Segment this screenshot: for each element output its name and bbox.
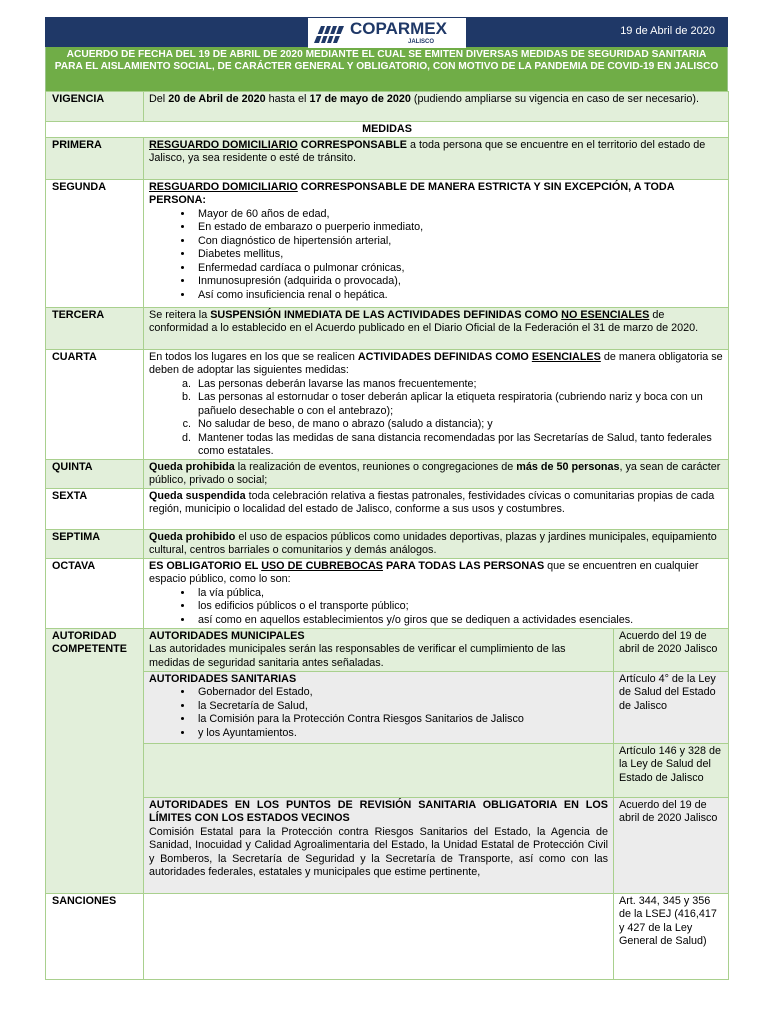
- coparmex-logo: [308, 18, 466, 48]
- list-item: • Mayor de 60 años de edad,: [194, 208, 723, 222]
- list-item: • la vía pública,: [194, 587, 723, 601]
- logo-subtext: JALISCO: [408, 39, 435, 45]
- list-item: • Así como insuficiencia renal o hepática.: [194, 289, 723, 303]
- municipales-text: AUTORIDADES MUNICIPALES Las autoridades municipales serán las responsables de verificar el cumplimiento de las medidas de seguridad sanitaria antes señaladas.: [144, 628, 614, 671]
- row-vigencia: [46, 92, 729, 122]
- label-sexta: SEXTA: [46, 488, 144, 529]
- list-item: • la Secretaría de Salud,: [194, 700, 608, 714]
- header-date: 19 de Abril de 2020: [620, 25, 715, 37]
- label-septima: SEPTIMA: [46, 529, 144, 558]
- row-octava: [46, 558, 729, 628]
- municipales-ref: Acuerdo del 19 de abril de 2020 Jalisco: [614, 628, 729, 671]
- revision-ref: Acuerdo del 19 de abril de 2020 Jalisco: [614, 797, 729, 893]
- blank-cell: [144, 743, 614, 797]
- label-tercera: TERCERA: [46, 307, 144, 349]
- row-autoridad-municipales: [46, 628, 729, 671]
- list-item: • Enfermedad cardíaca o pulmonar crónicas,: [194, 262, 723, 276]
- list-item: • así como en aquellos establecimientos y/o giros que se dediquen a actividades esenciales.: [194, 614, 723, 628]
- row-septima: [46, 529, 729, 558]
- primera-text: RESGUARDO DOMICILIARIO CORRESPONSABLE a toda persona que se encuentre en el territorio del estado de Jalisco, ya sea residente o esté de tránsito.: [144, 137, 729, 179]
- sanciones-ref: Art. 344, 345 y 356 de la LSEJ (416,417 y 427 de la Ley General de Salud): [614, 893, 729, 979]
- row-autoridad-blank: [46, 743, 729, 797]
- list-item: d. Mantener todas las medidas de sana distancia recomendadas por las Secretarías de Salud, tanto federales como estatales.: [194, 432, 723, 459]
- list-item: • y los Ayuntamientos.: [194, 727, 608, 741]
- list-item: • Gobernador del Estado,: [194, 686, 608, 700]
- sanitarias-list: [149, 686, 608, 740]
- sanitarias-ref: Artículo 4° de la Ley de Salud del Estado de Jalisco: [614, 671, 729, 743]
- list-item: • Con diagnóstico de hipertensión arterial,: [194, 235, 723, 249]
- list-item: • Inmunosupresión (adquirida o provocada),: [194, 275, 723, 289]
- row-sexta: [46, 488, 729, 529]
- row-tercera: [46, 307, 729, 349]
- row-quinta: [46, 459, 729, 488]
- row-primera: [46, 137, 729, 179]
- document-title: ACUERDO DE FECHA DEL 19 DE ABRIL DE 2020 MEDIANTE EL CUAL SE EMITEN DIVERSAS MEDIDAS DE SEGURIDAD SANITARIA PARA EL AISLAMIENTO SOCIAL, DE CARÁCTER GENERAL Y OBLIGATORIO, CON MOTIVO DE LA PANDEMIA DE COVID-19 EN JALISCO: [45, 47, 728, 91]
- list-item: • la Comisión para la Protección Contra Riesgos Sanitarios de Jalisco: [194, 713, 608, 727]
- medidas-header: MEDIDAS: [46, 122, 729, 138]
- row-medidas-header: [46, 122, 729, 138]
- row-cuarta: [46, 349, 729, 459]
- document-page: [45, 17, 728, 980]
- octava-list: [149, 587, 723, 628]
- list-item: • los edificios públicos o el transporte público;: [194, 600, 723, 614]
- list-item: b. Las personas al estornudar o toser deberán aplicar la etiqueta respiratoria (cubriendo nariz y boca con un pañuelo desechable o con el antebrazo);: [194, 391, 723, 418]
- vigencia-text: Del 20 de Abril de 2020 hasta el 17 de mayo de 2020 (pudiendo ampliarse su vigencia en caso de ser necesario).: [144, 92, 729, 122]
- sanitarias-text: AUTORIDADES SANITARIAS • Gobernador del Estado, • la Secretaría de Salud, • la Comisión para la Protección Contra Riesgos Sanitarios de Jalisco • y los Ayuntamientos.: [144, 671, 614, 743]
- label-octava: OCTAVA: [46, 558, 144, 628]
- row-autoridad-revision: [46, 797, 729, 893]
- label-primera: PRIMERA: [46, 137, 144, 179]
- octava-text: ES OBLIGATORIO EL USO DE CUBREBOCAS PARA TODAS LAS PERSONAS que se encuentren en cualquier espacio público, como lo son: • la vía pública, • los edificios públicos o el transporte público; • así como en aquellos establecimientos y/o giros que se dediquen a actividades esenciales.: [144, 558, 729, 628]
- coparmex-emblem-icon: [312, 22, 346, 44]
- label-segunda: SEGUNDA: [46, 179, 144, 307]
- blank-ref: Artículo 146 y 328 de la Ley de Salud del Estado de Jalisco: [614, 743, 729, 797]
- quinta-text: Queda prohibida la realización de eventos, reuniones o congregaciones de más de 50 personas, ya sean de carácter público, privado o social;: [144, 459, 729, 488]
- label-cuarta: CUARTA: [46, 349, 144, 459]
- label-vigencia: VIGENCIA: [46, 92, 144, 122]
- list-item: • Diabetes mellitus,: [194, 248, 723, 262]
- cuarta-text: En todos los lugares en los que se realicen ACTIVIDADES DEFINIDAS COMO ESENCIALES de manera obligatoria se deben de adoptar las siguientes medidas: a. Las personas deberán lavarse las manos frecuentemente; b. Las personas al estornudar o toser deberán aplicar la etiqueta respiratoria (cubriendo nariz y boca con un pañuelo desechable o con el antebrazo); c. No saludar de beso, de mano o abrazo (saludo a distancia); y d. Mantener todas las medidas de sana distancia recomendadas por las Secretarías de Salud, tanto federales como estatales.: [144, 349, 729, 459]
- segunda-list: [149, 208, 723, 303]
- row-sanciones: [46, 893, 729, 979]
- revision-text: AUTORIDADES EN LOS PUNTOS DE REVISIÓN SANITARIA OBLIGATORIA EN LOS LÍMITES CON LOS ESTADOS VECINOS Comisión Estatal para la Protección contra Riesgos Sanitarios del Estado, la Agencia de Sanidad, Inocuidad y Calidad Agroalimentaria del Estado, la Unidad Estatal de Protección Civil y Bomberos, la Secretaría de Seguridad y la Secretaría de Transporte, así como con las autoridades federales, estatales y municipales que estime pertinente,: [144, 797, 614, 893]
- sexta-text: Queda suspendida toda celebración relativa a fiestas patronales, festividades cívicas o comunitarias propias de cada región, municipio o localidad del estado de Jalisco, conforme a sus usos y costumbres.: [144, 488, 729, 529]
- row-segunda: [46, 179, 729, 307]
- label-sanciones: SANCIONES: [46, 893, 144, 979]
- list-item: a. Las personas deberán lavarse las manos frecuentemente;: [194, 378, 723, 392]
- row-autoridad-sanitarias: [46, 671, 729, 743]
- header-bar: [45, 17, 728, 47]
- sanciones-text: [144, 893, 614, 979]
- list-item: c. No saludar de beso, de mano o abrazo (saludo a distancia); y: [194, 418, 723, 432]
- list-item: • En estado de embarazo o puerperio inmediato,: [194, 221, 723, 235]
- tercera-text: Se reitera la SUSPENSIÓN INMEDIATA DE LAS ACTIVIDADES DEFINIDAS COMO NO ESENCIALES de conformidad a lo establecido en el Acuerdo publicado en el Diario Oficial de la Federación el 31 de marzo de 2020.: [144, 307, 729, 349]
- segunda-text: RESGUARDO DOMICILIARIO CORRESPONSABLE DE MANERA ESTRICTA Y SIN EXCEPCIÓN, A TODA PERSONA: • Mayor de 60 años de edad, • En estado de embarazo o puerperio inmediato, • Con diagnóstico de hipertensión arterial, • Diabetes mellitus, • Enfermedad cardíaca o pulmonar crónicas, • Inmunosupresión (adquirida o provocada), • Así como insuficiencia renal o hepática.: [144, 179, 729, 307]
- label-autoridad: AUTORIDAD COMPETENTE: [46, 628, 144, 893]
- septima-text: Queda prohibido el uso de espacios públicos como unidades deportivas, plazas y jardines municipales, equipamiento cultural, centros barriales o comunitarios y demás análogos.: [144, 529, 729, 558]
- measures-table: [45, 91, 729, 980]
- cuarta-list: [149, 378, 723, 459]
- logo-text: COPARMEX: [350, 19, 447, 38]
- label-quinta: QUINTA: [46, 459, 144, 488]
